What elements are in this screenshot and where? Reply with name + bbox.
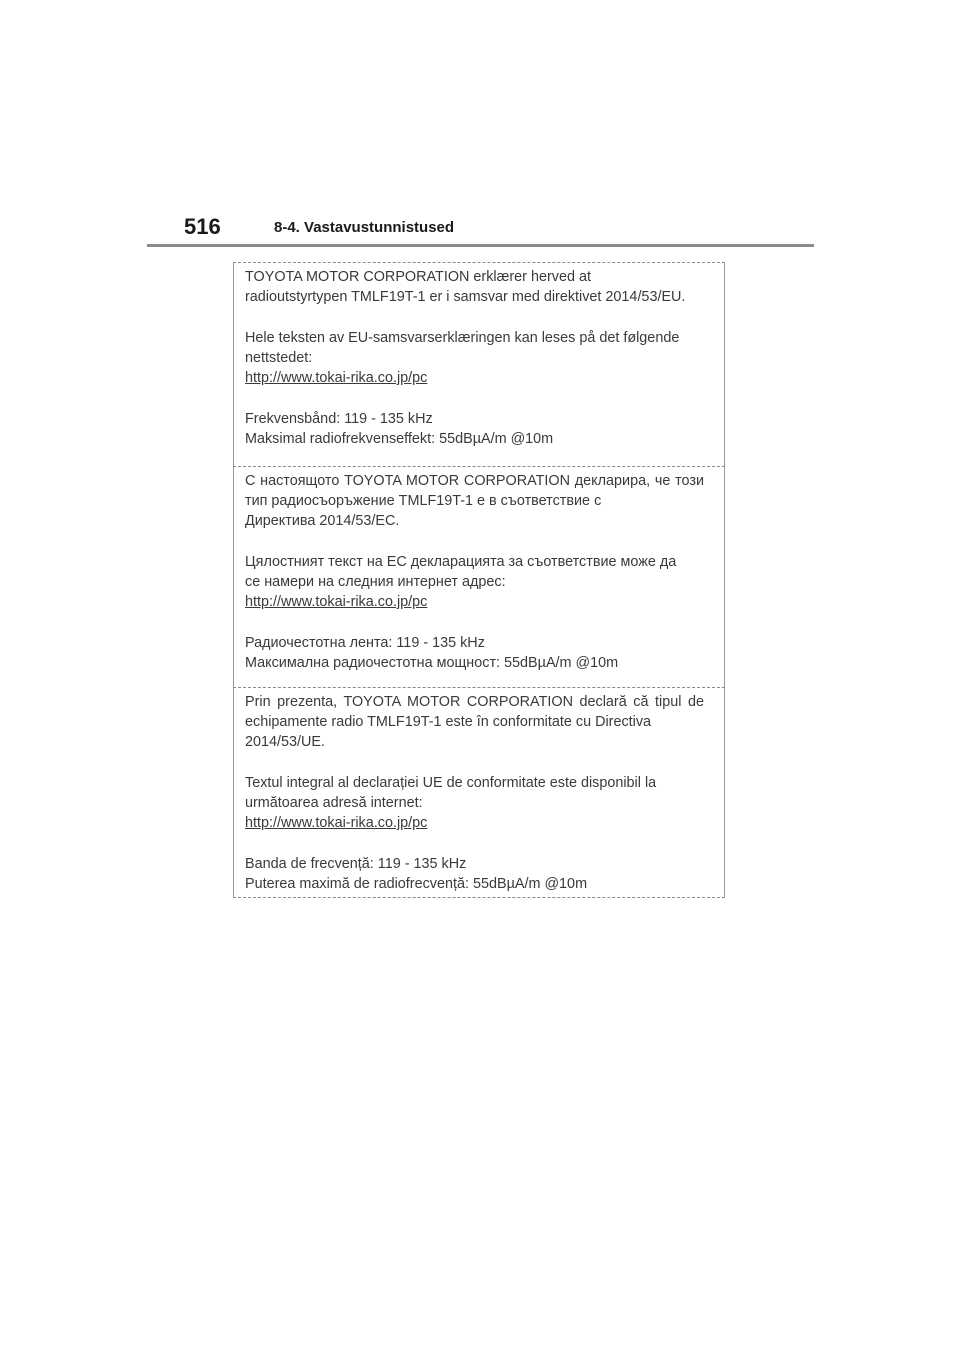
declaration-romanian <box>233 687 725 898</box>
frequency-band: Радиочестотна лента: 119 - 135 kHz <box>245 635 485 651</box>
section-title: 8-4. Vastavustunnistused <box>274 219 455 236</box>
header-rule <box>147 244 814 247</box>
declaration-bulgarian <box>233 466 725 687</box>
max-power: Puterea maximă de radiofrecvență: 55dBµA/m @10m <box>245 876 588 892</box>
page-number: 516 <box>184 214 221 239</box>
fulltext-line-1: Hele teksten av EU-samsvarserklæringen kan leses på det følgende <box>245 330 680 346</box>
statement-line-2: radioutstyrtypen TMLF19T-1 er i samsvar med direktivet 2014/53/EU. <box>245 289 686 305</box>
max-power: Maksimal radiofrekvenseffekt: 55dBµA/m @10m <box>245 431 554 447</box>
max-power: Максимална радиочестотна мощност: 55dBµA/m @10m <box>245 655 619 671</box>
fulltext-line-2: nettstedet: <box>245 350 313 366</box>
statement-line-1: TOYOTA MOTOR CORPORATION erklærer herved at <box>245 269 591 285</box>
frequency-band: Frekvensbånd: 119 - 135 kHz <box>245 411 433 427</box>
statement-text: С настоящото TOYOTA MOTOR CORPORATION декларира, че този тип радиосъоръжение TMLF19T-1 е в съответствие с <box>245 473 704 509</box>
statement-text: Prin prezenta, TOYOTA MOTOR CORPORATION declară că tipul de echipamente radio TMLF19T-1 este în conformitate cu Directiva <box>245 694 704 730</box>
fulltext-text-end: următoarea adresă internet: <box>245 795 423 811</box>
frequency-band: Banda de frecvență: 119 - 135 kHz <box>245 856 467 872</box>
declaration-link[interactable]: http://www.tokai-rika.co.jp/pc <box>245 815 428 831</box>
fulltext-text: Цялостният текст на ЕС декларацията за съответствие може да <box>245 554 677 570</box>
page-header <box>147 210 814 250</box>
fulltext-text: Textul integral al declarației UE de conformitate este disponibil la <box>245 775 657 791</box>
fulltext-text-end: се намери на следния интернет адрес: <box>245 574 506 590</box>
declaration-link[interactable]: http://www.tokai-rika.co.jp/pc <box>245 594 428 610</box>
declaration-box <box>233 262 725 898</box>
declaration-link[interactable]: http://www.tokai-rika.co.jp/pc <box>245 370 428 386</box>
statement-text-end: 2014/53/UE. <box>245 734 326 750</box>
statement-text-end: Директива 2014/53/ЕС. <box>245 513 400 529</box>
declaration-norwegian <box>233 262 725 466</box>
